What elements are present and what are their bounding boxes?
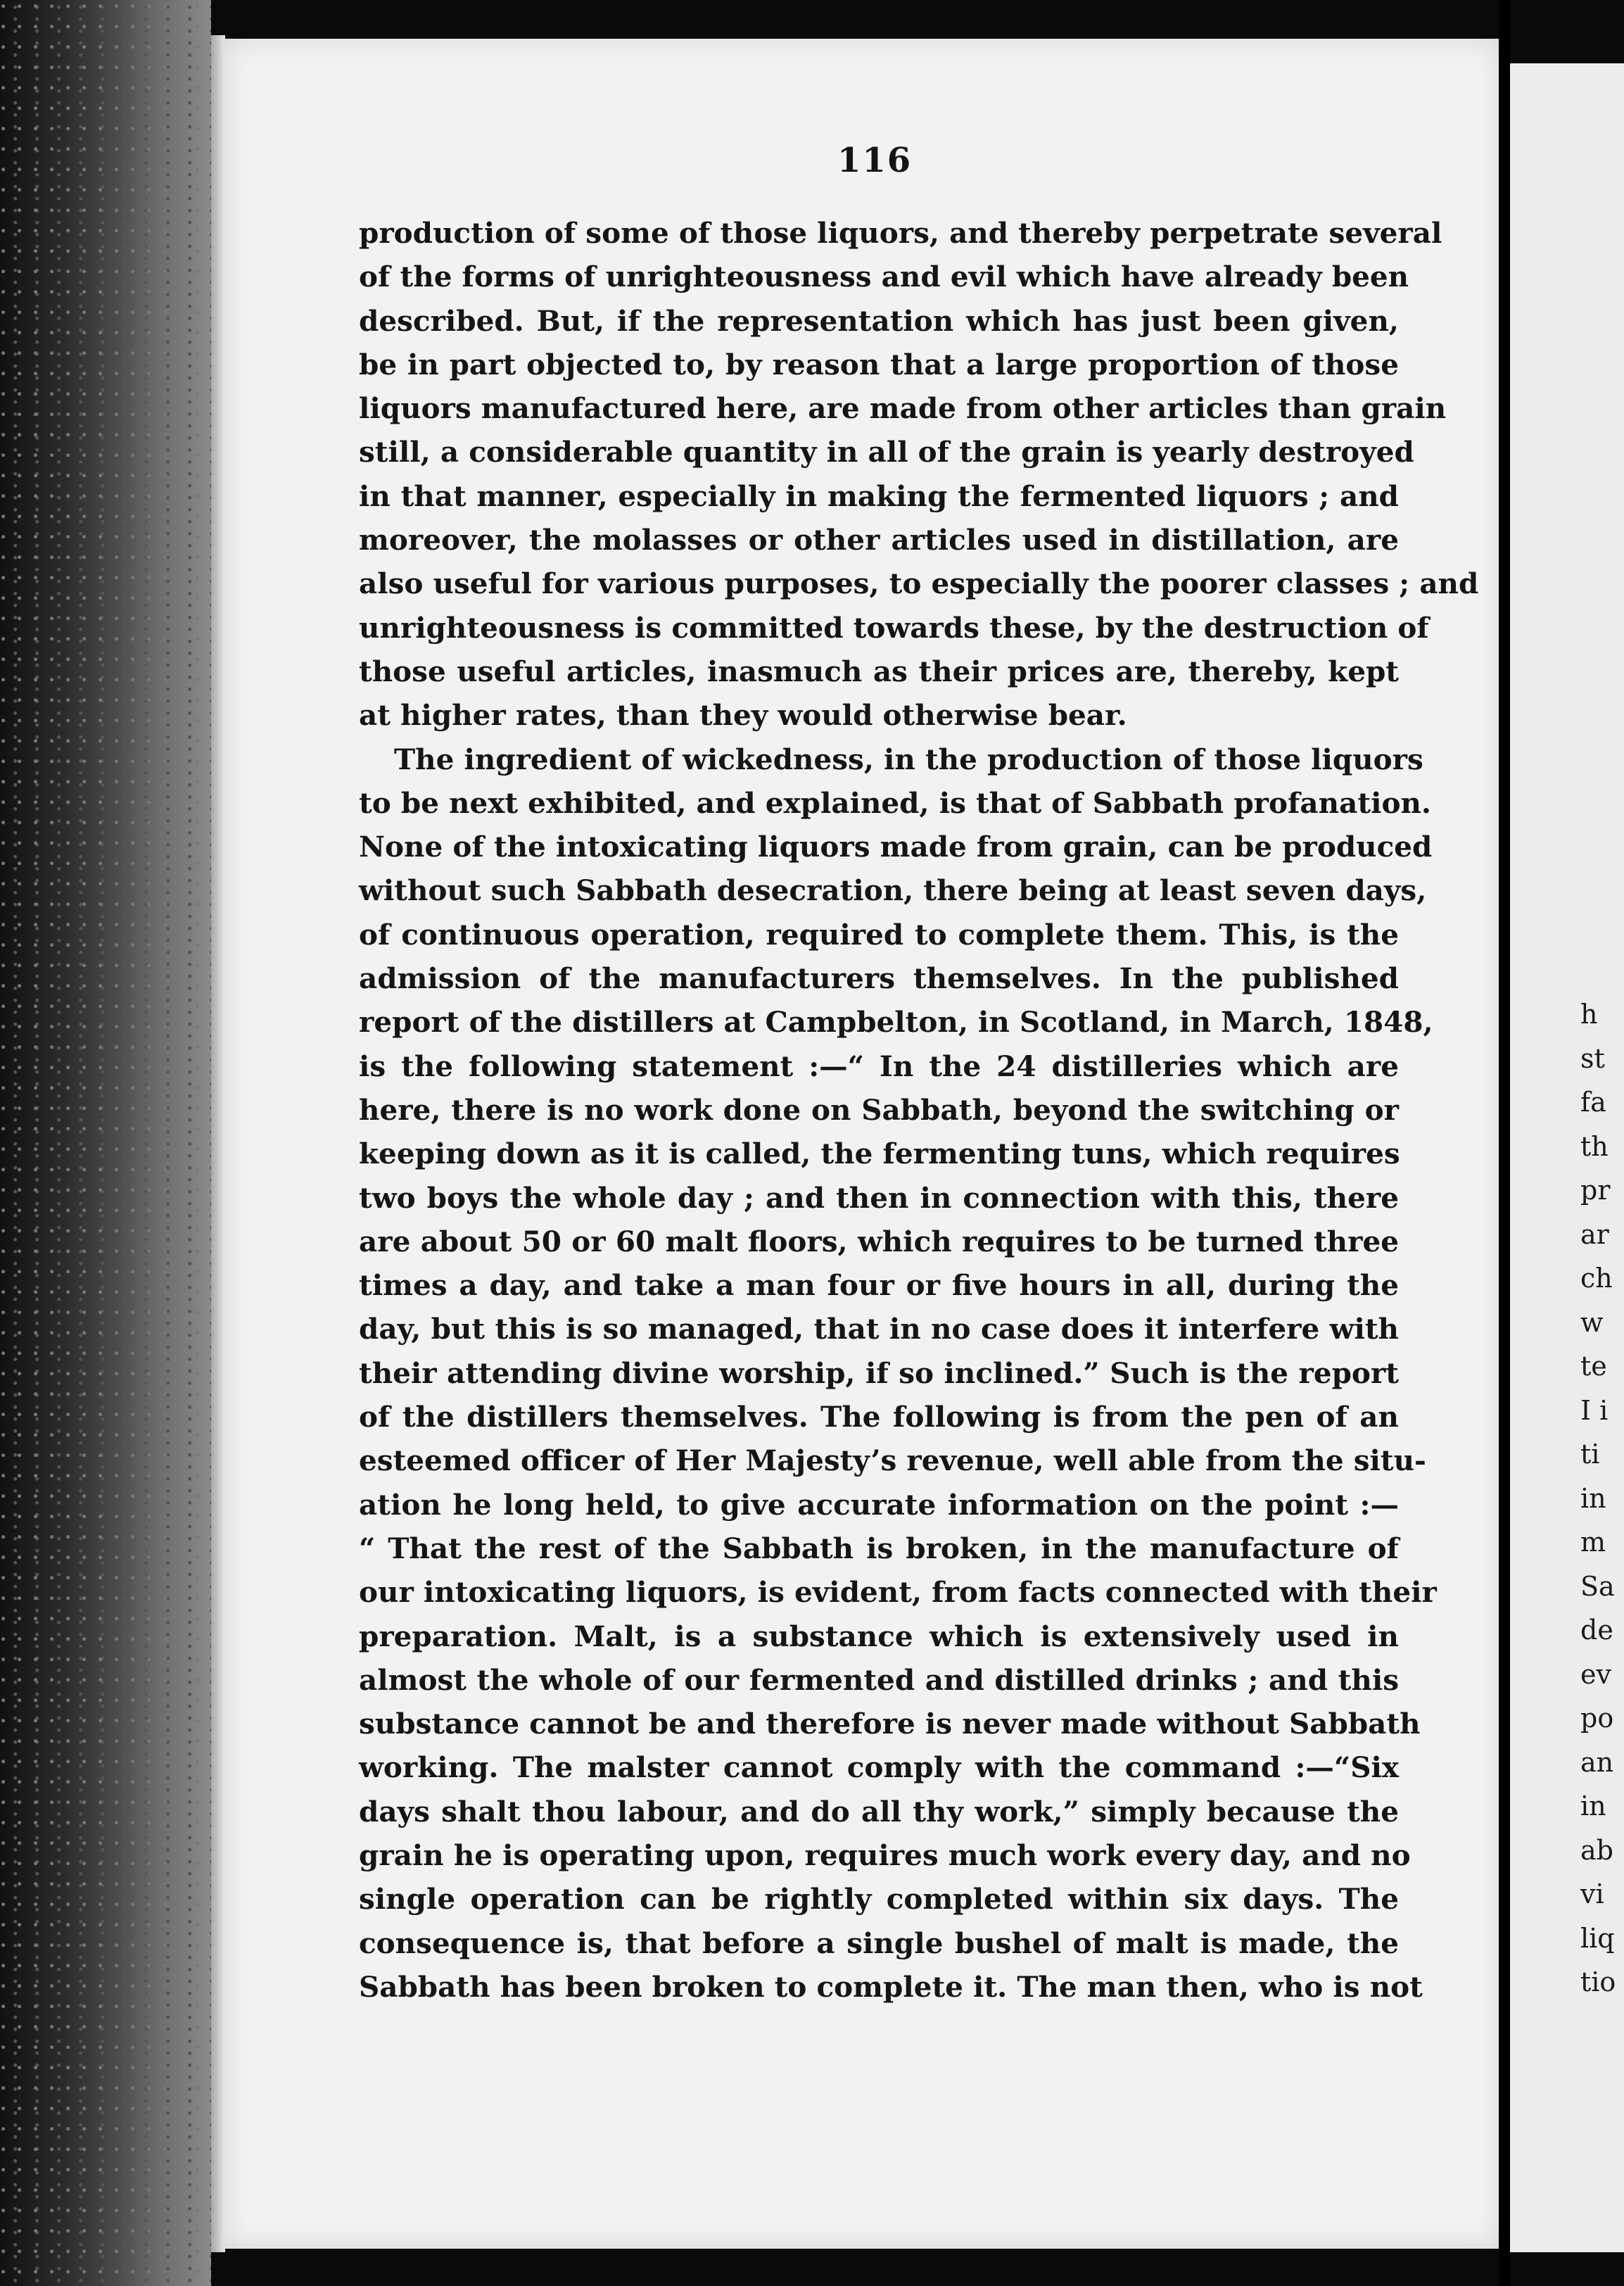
facing-page-line: in (1580, 1482, 1606, 1514)
text-line: be in part objected to, by reason that a large proportion of those (359, 347, 1399, 381)
text-line: two boys the whole day ; and then in connection with this, there (359, 1180, 1399, 1215)
text-line: preparation. Malt, is a substance which is extensively used in (359, 1619, 1399, 1653)
facing-page-line: th (1580, 1130, 1609, 1162)
facing-page-text (1580, 992, 1616, 2004)
text-line: of the distillers themselves. The following is from the pen of an (359, 1400, 1399, 1434)
text-line: of continuous operation, required to complete them. This, is the (359, 917, 1399, 952)
text-line: production of some of those liquors, and thereby perpetrate several (359, 216, 1442, 250)
facing-page-line: tio (1580, 1966, 1616, 1997)
text-line: is the following statement :—“ In the 24 distilleries which are (359, 1049, 1399, 1083)
facing-page-line: m (1580, 1527, 1606, 1558)
text-line: here, there is no work done on Sabbath, beyond the switching or (359, 1092, 1399, 1127)
facing-page-line: po (1580, 1703, 1614, 1734)
facing-page-line: fa (1580, 1087, 1606, 1118)
facing-page-line: h (1580, 999, 1598, 1030)
facing-page-line: ch (1580, 1263, 1613, 1294)
facing-page-line: I i (1580, 1394, 1609, 1426)
facing-page-line: ar (1580, 1218, 1609, 1250)
text-line: working. The malster cannot comply with the command :—“Six (359, 1750, 1399, 1785)
page-fold-shadow (211, 35, 225, 2252)
text-line: our intoxicating liquors, is evident, from facts connected with their (359, 1575, 1437, 1610)
facing-page-line: an (1580, 1746, 1614, 1778)
text-line: moreover, the molasses or other articles used in distillation, are (359, 523, 1399, 557)
text-line: “ That the rest of the Sabbath is broken, in the manufacture of (359, 1531, 1399, 1565)
text-line: substance cannot be and therefore is never made without Sabbath (359, 1707, 1421, 1741)
facing-page-line: Sa (1580, 1570, 1615, 1602)
text-line: grain he is operating upon, requires much work every day, and no (359, 1838, 1411, 1872)
facing-page-line: de (1580, 1615, 1613, 1646)
text-line: None of the intoxicating liquors made from grain, can be produced (359, 830, 1433, 864)
text-line: admission of the manufacturers themselves. In the published (359, 961, 1399, 996)
facing-page-line: vi (1580, 1878, 1604, 1909)
text-line: also useful for various purposes, to especially the poorer classes ; and (359, 567, 1479, 601)
text-line: to be next exhibited, and explained, is that of Sabbath profanation. (359, 785, 1432, 820)
book-spine-edge (0, 0, 211, 2286)
text-line: those useful articles, inasmuch as their prices are, thereby, kept (359, 654, 1399, 688)
text-line: consequence is, that before a single bushel of malt is made, the (359, 1926, 1399, 1960)
text-line: single operation can be rightly completed within six days. The (359, 1882, 1399, 1916)
text-line: times a day, and take a man four or five hours in all, during the (359, 1268, 1399, 1303)
text-line: in that manner, especially in making the fermented liquors ; and (359, 479, 1399, 513)
text-line: Sabbath has been broken to complete it. The man then, who is not (359, 1969, 1423, 2004)
text-line: without such Sabbath desecration, there being at least seven days, (359, 873, 1427, 908)
text-line: liquors manufactured here, are made from other articles than grain (359, 391, 1447, 426)
page-gutter (1499, 0, 1510, 2286)
text-line: still, a considerable quantity in all of the grain is yearly destroyed (359, 435, 1414, 469)
facing-page-fragment (1510, 63, 1624, 2252)
facing-page-line: ev (1580, 1658, 1611, 1690)
text-line: ation he long held, to give accurate information on the point :— (359, 1487, 1399, 1522)
body-text (359, 211, 1479, 2009)
page-number: 116 (837, 141, 913, 180)
text-line: described. But, if the representation which has just been given, (359, 303, 1399, 338)
text-line: report of the distillers at Campbelton, in Scotland, in March, 1848, (359, 1005, 1433, 1040)
text-line: esteemed officer of Her Majesty’s revenue, well able from the situ- (359, 1444, 1426, 1478)
text-line: at higher rates, than they would otherwise bear. (359, 698, 1127, 733)
facing-page-line: liq (1580, 1922, 1615, 1954)
text-line: their attending divine worship, if so inclined.” Such is the report (359, 1356, 1399, 1390)
text-line: of the forms of unrighteousness and evil which have already been (359, 260, 1409, 294)
text-line: almost the whole of our fermented and distilled drinks ; and this (359, 1662, 1399, 1697)
facing-page-line: te (1580, 1351, 1607, 1382)
facing-page-line: w (1580, 1306, 1604, 1338)
facing-page-line: ab (1580, 1834, 1613, 1866)
facing-page-line: in (1580, 1791, 1606, 1821)
text-line: days shalt thou labour, and do all thy work,” simply because the (359, 1794, 1399, 1829)
facing-page-line: ti (1580, 1439, 1600, 1470)
text-line: unrighteousness is committed towards these, by the destruction of (359, 610, 1429, 645)
paragraph (359, 211, 1479, 738)
facing-page-line: st (1580, 1042, 1605, 1074)
text-line: keeping down as it is called, the fermenting tuns, which requires (359, 1137, 1400, 1171)
text-line: day, but this is so managed, that in no case does it interfere with (359, 1312, 1399, 1346)
text-line: are about 50 or 60 malt floors, which requires to be turned three (359, 1224, 1399, 1258)
paragraph (359, 738, 1437, 2009)
facing-page-line: pr (1580, 1175, 1611, 1206)
text-line: The ingredient of wickedness, in the production of those liquors (394, 742, 1423, 776)
